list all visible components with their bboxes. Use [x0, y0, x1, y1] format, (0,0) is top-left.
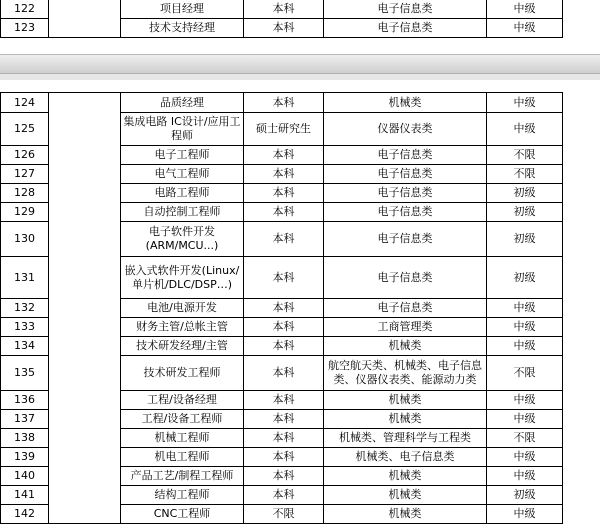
major-requirement: 机械类: [324, 93, 487, 113]
job-title: 自动控制工程师: [121, 203, 244, 222]
major-requirement: 电子信息类: [324, 222, 487, 257]
education-requirement: 本科: [244, 448, 324, 467]
education-requirement: 本科: [244, 299, 324, 318]
category-cell: [49, 0, 121, 38]
major-requirement: 电子信息类: [324, 19, 487, 38]
table-lower-fragment: [0, 92, 600, 528]
page-break-shadow: [0, 74, 600, 80]
row-number: 136: [1, 391, 49, 410]
major-requirement: 电子信息类: [324, 146, 487, 165]
row-number: 125: [1, 113, 49, 146]
education-requirement: 本科: [244, 318, 324, 337]
row-number: 135: [1, 356, 49, 391]
title-level: 中级: [487, 410, 563, 429]
education-requirement: 本科: [244, 146, 324, 165]
job-title: 嵌入式软件开发(Linux/单片机/DLC/DSP…): [121, 257, 244, 299]
row-number: 128: [1, 184, 49, 203]
education-requirement: 本科: [244, 391, 324, 410]
row-number: 137: [1, 410, 49, 429]
major-requirement: 电子信息类: [324, 203, 487, 222]
title-level: 中级: [487, 448, 563, 467]
title-level: 中级: [487, 467, 563, 486]
major-requirement: 机械类: [324, 410, 487, 429]
major-requirement: 电子信息类: [324, 165, 487, 184]
job-title: 项目经理: [121, 0, 244, 19]
job-title: 电子软件开发(ARM/MCU...): [121, 222, 244, 257]
table-row: [1, 93, 563, 113]
title-level: 不限: [487, 429, 563, 448]
job-title: 技术支持经理: [121, 19, 244, 38]
title-level: 不限: [487, 165, 563, 184]
row-number: 130: [1, 222, 49, 257]
title-level: 中级: [487, 505, 563, 524]
job-title: 品质经理: [121, 93, 244, 113]
major-requirement: 工商管理类: [324, 318, 487, 337]
row-number: 132: [1, 299, 49, 318]
education-requirement: 本科: [244, 165, 324, 184]
table-row: [1, 0, 563, 19]
job-title: 机械工程师: [121, 429, 244, 448]
major-requirement: 航空航天类、机械类、电子信息类、仪器仪表类、能源动力类: [324, 356, 487, 391]
major-requirement: 电子信息类: [324, 299, 487, 318]
major-requirement: 电子信息类: [324, 0, 487, 19]
title-level: 初级: [487, 203, 563, 222]
category-cell: [49, 93, 121, 524]
education-requirement: 本科: [244, 429, 324, 448]
job-title: 结构工程师: [121, 486, 244, 505]
education-requirement: 本科: [244, 203, 324, 222]
major-requirement: 机械类、管理科学与工程类: [324, 429, 487, 448]
job-title: 工程/设备工程师: [121, 410, 244, 429]
job-title: 电子工程师: [121, 146, 244, 165]
row-number: 140: [1, 467, 49, 486]
row-number: 126: [1, 146, 49, 165]
row-number: 139: [1, 448, 49, 467]
title-level: 中级: [487, 391, 563, 410]
education-requirement: 硕士研究生: [244, 113, 324, 146]
major-requirement: 仪器仪表类: [324, 113, 487, 146]
education-requirement: 本科: [244, 486, 324, 505]
job-title: 技术研发经理/主管: [121, 337, 244, 356]
title-level: 不限: [487, 146, 563, 165]
title-level: 中级: [487, 0, 563, 19]
education-requirement: 本科: [244, 257, 324, 299]
education-requirement: 本科: [244, 356, 324, 391]
major-requirement: 机械类、电子信息类: [324, 448, 487, 467]
job-title: 工程/设备经理: [121, 391, 244, 410]
major-requirement: 机械类: [324, 337, 487, 356]
title-level: 中级: [487, 93, 563, 113]
major-requirement: 机械类: [324, 505, 487, 524]
title-level: 中级: [487, 19, 563, 38]
title-level: 初级: [487, 222, 563, 257]
education-requirement: 本科: [244, 0, 324, 19]
row-number: 133: [1, 318, 49, 337]
row-number: 141: [1, 486, 49, 505]
row-number: 129: [1, 203, 49, 222]
education-requirement: 本科: [244, 93, 324, 113]
job-title: 财务主管/总帐主管: [121, 318, 244, 337]
row-number: 122: [1, 0, 49, 19]
job-title: 电池/电源开发: [121, 299, 244, 318]
job-title: CNC工程师: [121, 505, 244, 524]
education-requirement: 本科: [244, 222, 324, 257]
page-break-band: [0, 54, 600, 74]
job-title: 集成电路 IC设计/应用工程师: [121, 113, 244, 146]
title-level: 初级: [487, 257, 563, 299]
major-requirement: 机械类: [324, 467, 487, 486]
row-number: 123: [1, 19, 49, 38]
job-title: 电路工程师: [121, 184, 244, 203]
row-number: 142: [1, 505, 49, 524]
education-requirement: 不限: [244, 505, 324, 524]
title-level: 不限: [487, 356, 563, 391]
row-number: 134: [1, 337, 49, 356]
title-level: 中级: [487, 337, 563, 356]
major-requirement: 机械类: [324, 486, 487, 505]
education-requirement: 本科: [244, 184, 324, 203]
table-upper-fragment: [0, 0, 600, 38]
title-level: 初级: [487, 184, 563, 203]
education-requirement: 本科: [244, 467, 324, 486]
job-title: 产品工艺/制程工程师: [121, 467, 244, 486]
job-table-upper: [0, 0, 563, 38]
row-number: 131: [1, 257, 49, 299]
page-break-separator: [0, 38, 600, 92]
job-title: 机电工程师: [121, 448, 244, 467]
education-requirement: 本科: [244, 337, 324, 356]
title-level: 中级: [487, 318, 563, 337]
job-title: 技术研发工程师: [121, 356, 244, 391]
education-requirement: 本科: [244, 19, 324, 38]
education-requirement: 本科: [244, 410, 324, 429]
major-requirement: 机械类: [324, 391, 487, 410]
major-requirement: 电子信息类: [324, 184, 487, 203]
title-level: 中级: [487, 113, 563, 146]
major-requirement: 电子信息类: [324, 257, 487, 299]
job-table-lower: [0, 92, 563, 524]
title-level: 初级: [487, 486, 563, 505]
row-number: 127: [1, 165, 49, 184]
row-number: 124: [1, 93, 49, 113]
job-title: 电气工程师: [121, 165, 244, 184]
row-number: 138: [1, 429, 49, 448]
title-level: 中级: [487, 299, 563, 318]
